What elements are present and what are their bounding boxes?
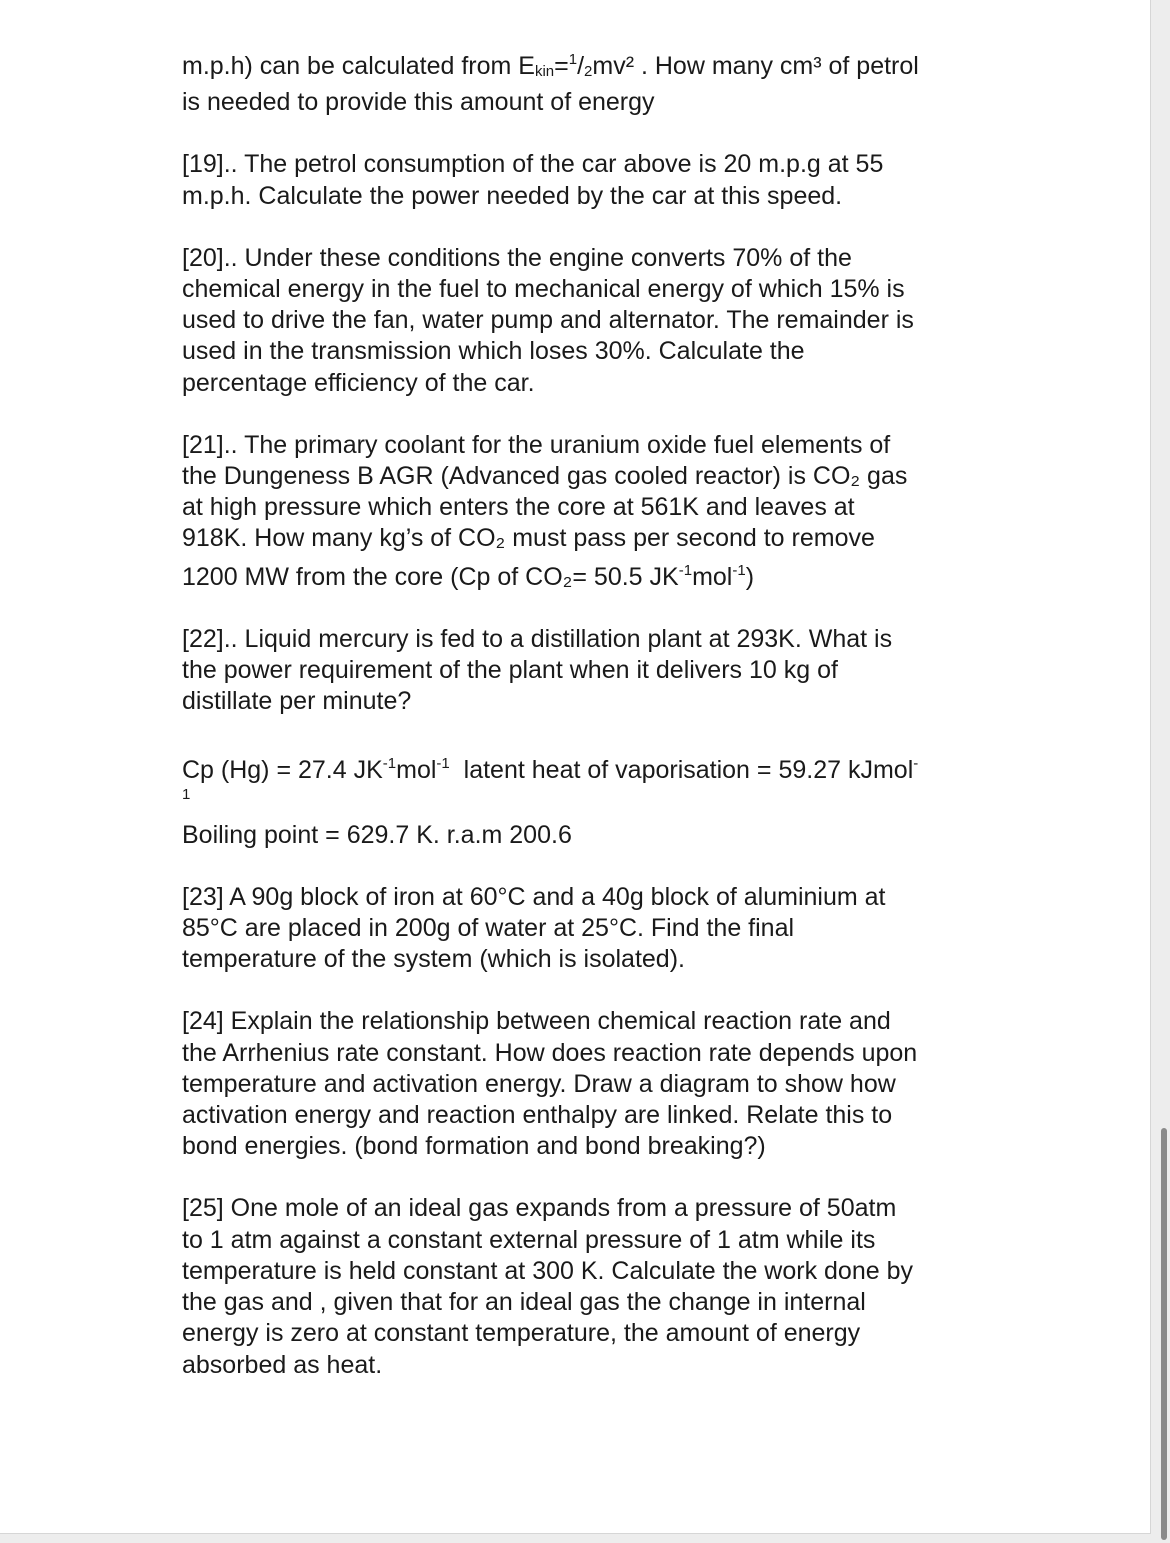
question-19	[182, 149, 1012, 211]
q25-line: the gas and , given that for an ideal gas the change in internal	[182, 1288, 866, 1317]
boiling-text: Boiling point = 629.7 K. r.a.m 200.6	[182, 820, 572, 849]
q20-line: percentage efficiency of the car.	[182, 368, 535, 397]
q24-line: activation energy and reaction enthalpy are linked. Relate this to	[182, 1101, 893, 1130]
q23-line: 85°C are placed in 200g of water at 25°C. Find the final	[182, 914, 795, 943]
q20-line: [20].. Under these conditions the engine converts 70% of the	[182, 243, 852, 272]
mercury-data-text: Cp (Hg) = 27.4 $JK^{-1}mol^{-1}$ latent heat of vaporisation = 59.27 kJmol-	[182, 755, 919, 785]
q21-line: the Dungeness B AGR (Advanced gas cooled reactor) is CO₂ gas	[182, 462, 908, 491]
q22-line: [22].. Liquid mercury is fed to a distillation plant at 293K. What is	[182, 624, 893, 653]
q21-line: 918K. How many kg’s of CO₂ must pass per second to remove	[182, 524, 875, 553]
q25-line: energy is zero at constant temperature, the amount of energy	[182, 1319, 861, 1348]
q20-line: used to drive the fan, water pump and alternator. The remainder is	[182, 306, 914, 335]
q25-line: to 1 atm against a constant external pressure of 1 atm while its	[182, 1225, 876, 1254]
q25-line: [25] One mole of an ideal gas expands from a pressure of 50atm	[182, 1194, 897, 1223]
question-24	[182, 1006, 1012, 1162]
q23-line: [23] A 90g block of iron at 60°C and a 40g block of aluminium at	[182, 882, 886, 911]
question-20	[182, 243, 1012, 399]
q19-line: [19].. The petrol consumption of the car above is 20 m.p.g at 55	[182, 150, 884, 179]
q24-line: temperature and activation energy. Draw a diagram to show how	[182, 1069, 896, 1098]
q23-line: temperature of the system (which is isolated).	[182, 945, 685, 974]
q25-line: temperature is held constant at 300 K. Calculate the work done by	[182, 1256, 913, 1285]
question-23	[182, 882, 1012, 976]
intro-paragraph	[182, 44, 1012, 118]
q24-line: the Arrhenius rate constant. How does reaction rate depends upon	[182, 1038, 918, 1067]
q20-line: used in the transmission which loses 30%. Calculate the	[182, 337, 805, 366]
vertical-scrollbar-thumb[interactable]	[1161, 1128, 1167, 1540]
boiling-point-line	[182, 820, 1012, 851]
q24-line: bond energies. (bond formation and bond breaking?)	[182, 1132, 766, 1161]
q20-line: chemical energy in the fuel to mechanical energy of which 15% is	[182, 275, 905, 304]
q22-line: the power requirement of the plant when it delivers 10 kg of	[182, 656, 838, 685]
intro-line-2: is needed to provide this amount of energy	[182, 88, 655, 117]
wrapped-superscript: 1	[182, 785, 191, 803]
q24-line: [24] Explain the relationship between chemical reaction rate and	[182, 1007, 891, 1036]
intro-line-1: m.p.h) can be calculated from Ekin=$^1$/2mv² . How many cm³ of petrol	[182, 51, 919, 80]
question-21	[182, 430, 1012, 593]
question-25	[182, 1193, 1012, 1380]
q25-line: absorbed as heat.	[182, 1350, 383, 1379]
mercury-data-line	[182, 748, 1012, 803]
question-22	[182, 624, 1012, 718]
q22-line: distillate per minute?	[182, 687, 412, 716]
q19-line: m.p.h. Calculate the power needed by the car at this speed.	[182, 181, 843, 210]
document-body	[182, 44, 1012, 1412]
q21-line: [21].. The primary coolant for the uranium oxide fuel elements of	[182, 430, 891, 459]
q21-line: 1200 MW from the core (Cp of CO₂= 50.5 $JK^{-1}mol^{-1}$)	[182, 561, 755, 591]
q21-line: at high pressure which enters the core at 561K and leaves at	[182, 493, 855, 522]
